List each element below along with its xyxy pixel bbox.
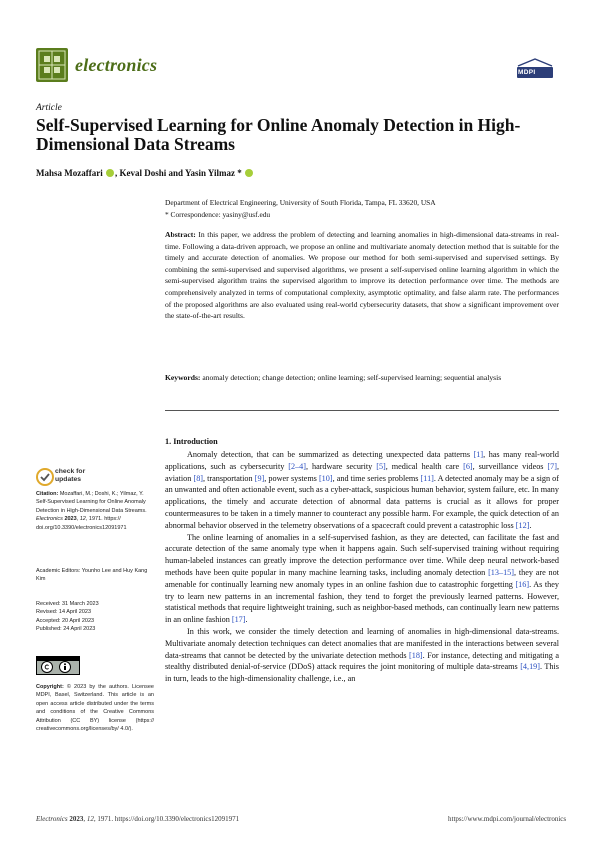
check-for-updates-label[interactable]: check for updates [55,468,86,483]
date-revised: Revised: 14 April 2023 [36,609,92,616]
citation-link[interactable]: [7] [547,461,557,471]
paragraph [165,626,559,685]
keywords-text: anomaly detection; change detection; online learning; self-supervised learning; sequential analysis [202,373,502,382]
keywords [165,372,559,384]
paragraph-text: , hardware security [306,461,377,471]
section-divider [165,410,559,411]
author-name[interactable]: Keval Doshi [119,168,167,178]
body-text [165,449,559,685]
check-for-updates-icon[interactable] [36,468,54,486]
paragraph-text: . As they try to learn new patterns in an incremental fashion, they tend to forget the previously learned patterns. However, statistical methods that require lightweight training, such as neighbor-based methods, can continually learn new patterns in an online fashion [165,579,559,625]
journal-name: electronics [75,55,158,75]
paragraph-text: , has many real-world applications, such as cybersecurity [165,450,559,471]
footer-citation: Electronics 2023, 12, 1971. https://doi.org/10.3390/electronics12091971 [36,815,240,823]
paragraph-text: , surveillance videos [472,461,548,471]
paragraph [165,449,559,532]
article-title: Self-Supervised Learning for Online Anomaly Detection in High-Dimensional Data Streams [36,115,521,154]
author-list: Mahsa Mozaffari , Keval Doshi and Yasin Yilmaz * [36,168,254,178]
abstract-text: In this paper, we address the problem of detecting and learning anomalies in high-dimensional data-streams in real-time. Following a data-driven approach, we propose an online and multivariate anomaly detection method that is suitable for the timely and accurate detection of anomalies. We propose our method for both semi-supervised and supervised settings. By combining the semi-supervised and supervised algorithms, we present a self-supervised online learning algorithm in which the semi-supervised algorithm trains the supervised algorithm to improve its detection performance over time. The methods are comprehensively analyzed in terms of computational complexity, asymptotic optimality, and false alarm rate. The performances of the proposed algorithms are also evaluated using real-world cybersecurity datasets, that show a significant improvement over the state-of-the-art results. [165,230,559,321]
keywords-label: Keywords: [165,373,201,382]
publication-dates [36,600,154,634]
footer-journal-url[interactable]: https://www.mdpi.com/journal/electronics [448,815,567,823]
citation-link[interactable]: [4,19] [520,662,540,672]
journal-logo [36,48,68,82]
author-name[interactable]: Yasin Yilmaz * [184,168,242,178]
paragraph-text: , transportation [203,473,255,483]
citation-link[interactable]: [9] [254,473,265,483]
citation-link[interactable]: [16] [515,579,530,589]
author-name[interactable]: Mahsa Mozaffari [36,168,103,178]
academic-editors: Academic Editors: Younho Lee and Huy Kang Kim [36,568,148,583]
citation-link[interactable]: [8] [193,473,204,483]
paragraph-text: Anomaly detection, that can be summarized as detecting unexpected data patterns [187,450,474,459]
paragraph-text: . This in turn, leads to the high-dimensionality challenge, i.e., an [165,662,559,684]
paragraph-text: , medical health care [385,461,464,471]
abstract-label: Abstract: [165,230,196,239]
publisher-name: MDPI [518,69,536,76]
paragraph-text: The online learning of anomalies in a self-supervised fashion, as they are detected, can facilitate the fast and accurate detection of the same anomaly type when it happens again. Such self-supervised training without requiring human-labeled instances can greatly improve the detection performance over time. While deep neural network-based methods have been quite popular in many machine learning tasks, including anomaly detection [165,532,559,577]
citation-link[interactable]: [2–4] [288,461,306,471]
paragraph-text: . For instance, detecting and mitigating a stealthy distributed denial-of-service (DDoS) attack requires the joint monitoring of multiple data-streams [165,650,559,672]
date-received: Received: 31 March 2023 [36,601,99,607]
date-published: Published: 24 April 2023 [36,626,96,633]
citation-link[interactable]: [6] [463,461,473,471]
date-accepted: Accepted: 20 April 2023 [36,617,95,624]
citation-link[interactable]: [13–15] [488,567,514,577]
orcid-icon[interactable] [245,169,253,177]
orcid-icon[interactable] [106,169,114,177]
abstract [165,229,559,322]
article-type: Article [36,103,62,113]
paragraph [165,532,559,626]
paragraph-text: . A detected anomaly may be a sign of an unwanted and often actionable event, such as a cyber-attack, suspicious human behavior, system failure, etc. In many applications, the timely and accurate detection of abnormal data patterns is crucial as it allows for proper countermeasures to be taken in a timely manner to counteract any possible harm. For example, the quick detection of an abnormal behavior observed in the telemetry observations of a spacecraft could prevent a catastrophic loss [165,473,560,530]
paragraph-text: , power systems [264,473,319,483]
paragraph-text: , aviation [165,461,560,483]
section-heading: 1. Introduction [165,437,218,446]
citation-link[interactable]: [18] [409,650,423,660]
citation-link[interactable]: [11] [420,473,434,483]
paragraph-text: , and time series problems [332,473,421,483]
citation-link[interactable]: [10] [318,473,333,483]
citation-link[interactable]: [12] [515,520,530,530]
paragraph-text: . [529,520,532,530]
citation-block: Citation: Mozaffari, M.; Doshi, K.; Yilmaz, Y. Self-Supervised Learning for Online Anomaly Detection in High-Dimensional Data Streams. Electronics 2023, 12, 1971. https:// doi.org/10.3390/electronics12091971 [36,491,147,531]
paragraph-text: In this work, we consider the timely detection and learning of anomalies in high-dimensional data-streams. Multivariate anomaly detection techniques can detect anomalies that are manifested in the interactions between several data-streams that cannot be detected by the univariate detection methods [165,626,559,660]
copyright-notice: Copyright: © 2023 by the authors. Licensee MDPI, Basel, Switzerland. This article is an open access article distributed under the terms and conditions of the Creative Commons Attribution (CC BY) license (https:// creativecommons.org/licenses/by/ 4.0/). [36,684,154,733]
citation-link[interactable]: [17] [231,615,246,625]
affiliation: Department of Electrical Engineering, University of South Florida, Tampa, FL 33620, USA [165,198,436,207]
citation-link[interactable]: [5] [376,461,386,471]
paragraph-text: . [245,615,248,625]
citation-link[interactable]: [1] [473,450,484,459]
cc-by-license-icon[interactable] [36,656,80,675]
correspondence: * Correspondence: yasiny@usf.edu [165,210,271,219]
paragraph-text: , they are not amenable for continually learning new anomaly types in an online fashion due to catastrophic forgetting [165,567,559,589]
